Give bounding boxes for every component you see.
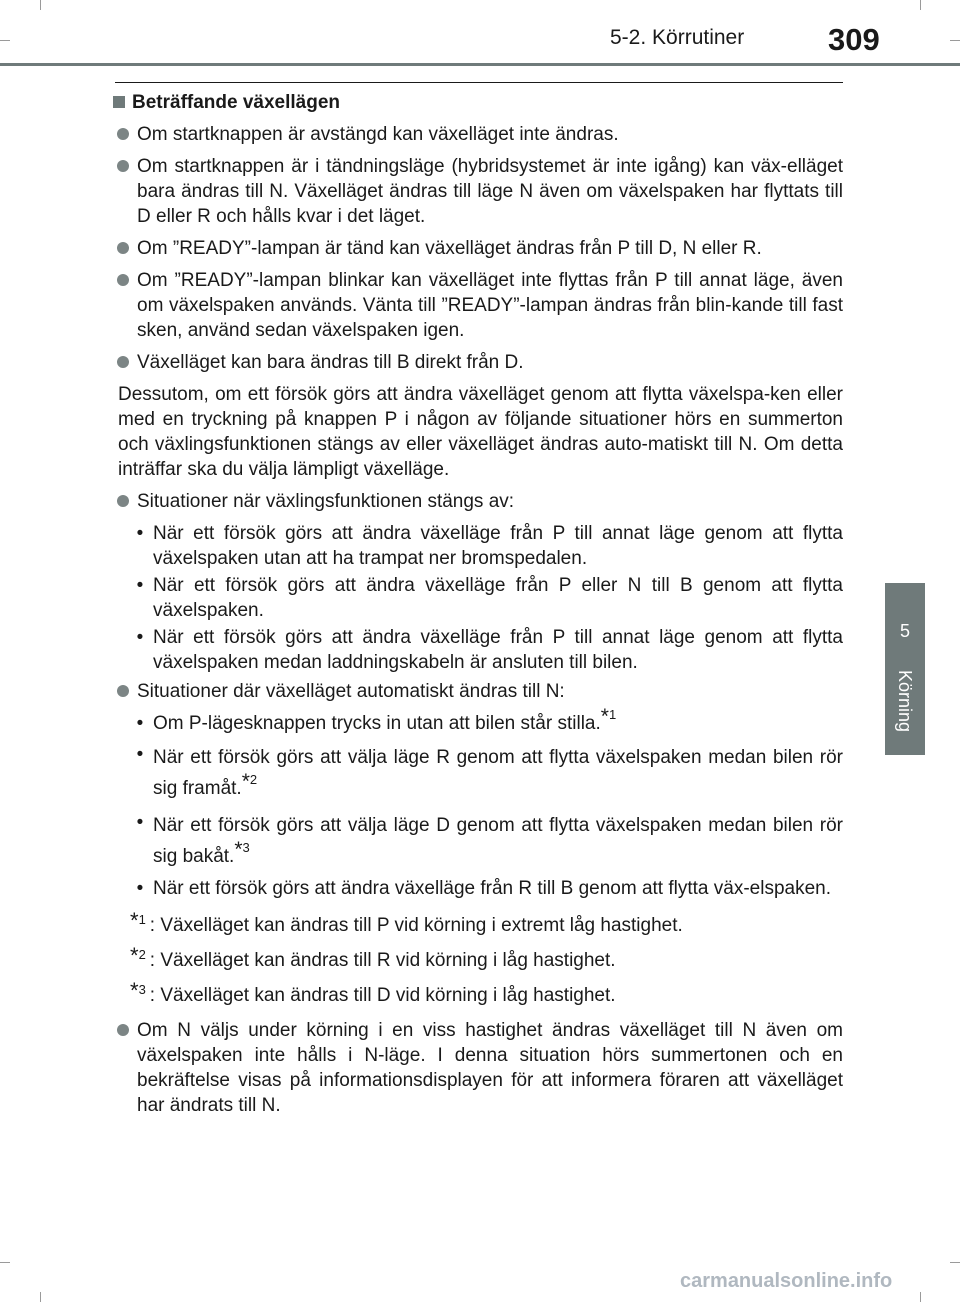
sub-list-item-text: När ett försök görs att ändra växelläge från P till annat läge genom att flytta växelspaken utan att ha trampat ner bromspedalen.: [153, 523, 843, 569]
sub-list-item: [133, 742, 843, 804]
circle-bullet-icon: [117, 274, 129, 286]
circle-bullet-icon: [117, 356, 129, 368]
sub-list-item-text: När ett försök görs att ändra växelläge från P eller N till B genom att flytta växelspaken.: [153, 575, 843, 621]
footnote-text: : Växelläget kan ändras till R vid körning i låg hastighet.: [149, 950, 616, 971]
sub-list-item-text: När ett försök görs att ändra växelläge från R till B genom att flytta väx-elspaken.: [153, 878, 831, 899]
bullet-dot-icon: •: [136, 575, 144, 596]
sub-list-item-text-body: Om P-lägesknappen trycks in utan att bilen står stilla.: [153, 713, 601, 734]
footnote-star: *: [241, 770, 250, 793]
bullet-dot-icon: •: [136, 744, 144, 765]
footnote-text: : Växelläget kan ändras till D vid körning i låg hastighet.: [149, 985, 616, 1006]
list-item: [113, 679, 843, 704]
footnote-marker: [130, 908, 146, 938]
section-title: 5-2. Körrutiner: [610, 26, 745, 49]
footnote: [130, 943, 843, 973]
sub-list-item: [133, 810, 843, 872]
list-item-text: Om startknappen är i tändningsläge (hybridsystemet är inte igång) kan väx-elläget bara ändras till N. Växelläget ändras till läge N även om växelspaken har flyttats till D eller R och hålls kvar i det läget.: [137, 156, 843, 227]
crop-mark: [950, 1262, 960, 1263]
body-paragraph: Dessutom, om ett försök görs att ändra växelläget genom att flytta växelspa-ken eller med en tryckning på knappen P i någon av följande situationer hörs en summerton och växlingsfunktionen stängs av eller växelläget ändras auto-matiskt till N. Om detta inträffar ska du välja lämpligt växelläge.: [118, 384, 843, 480]
footnote-star: *: [234, 838, 243, 861]
list-item: [113, 122, 843, 147]
section-heading-text: Beträffande växellägen: [132, 92, 341, 113]
footnote-ref: 2: [249, 772, 258, 787]
footnote-marker: [130, 978, 146, 1008]
list-item: [113, 350, 843, 375]
circle-bullet-icon: [117, 685, 129, 697]
list-item-text: Om N väljs under körning i en viss hastighet ändras växelläget till N även om växelspaken inte hålls i N-läge. I denna situation hörs summertonen och en bekräftelse visas på informationsdisplayen för att informera föraren att växelläget har ändrats till N.: [137, 1020, 843, 1116]
list-item: [113, 236, 843, 261]
chapter-label: Körning: [895, 669, 915, 733]
square-bullet-icon: [113, 96, 125, 108]
footnote: [130, 908, 843, 938]
bullet-dot-icon: •: [136, 523, 144, 544]
list-item-text: Situationer där växelläget automatiskt ändras till N:: [137, 681, 565, 702]
sub-list-item-text: När ett försök görs att ändra växelläge från P till annat läge genom att flytta växelspaken medan laddningskabeln är ansluten till bilen.: [153, 627, 843, 673]
footnote-star: *: [130, 908, 139, 933]
list-item: [113, 154, 843, 229]
crop-mark: [40, 0, 41, 10]
sub-list-item: [133, 521, 843, 571]
list-item-text: Situationer när växlingsfunktionen stängs av:: [137, 491, 515, 512]
footnote: [130, 978, 843, 1008]
list-item-text: Växelläget kan bara ändras till B direkt från D.: [137, 352, 524, 373]
sub-list-item: [133, 625, 843, 675]
footnote-star: *: [130, 978, 139, 1003]
sub-list-item-text: [153, 705, 843, 736]
circle-bullet-icon: [117, 160, 129, 172]
crop-mark: [950, 40, 960, 41]
sub-list-item: [133, 573, 843, 623]
list-item-text: Om startknappen är avstängd kan växelläget inte ändras.: [137, 124, 619, 145]
footnote-number: 2: [138, 947, 146, 962]
list-item: [113, 268, 843, 343]
bullet-dot-icon: •: [136, 812, 144, 833]
watermark: carmanualsonline.info: [680, 1270, 893, 1292]
sub-list-item-text: [153, 742, 843, 804]
footnote-text: : Växelläget kan ändras till P vid körning i extremt låg hastighet.: [149, 915, 683, 936]
footnote-number: 3: [138, 982, 146, 997]
sub-list-item: [133, 705, 843, 736]
header-rule: [0, 63, 960, 66]
crop-mark: [920, 0, 921, 10]
bullet-dot-icon: •: [136, 878, 144, 899]
page-content: [113, 90, 843, 1125]
sub-list-item-text-body: När ett försök görs att välja läge R genom att flytta växelspaken medan bilen rör sig framåt.: [153, 747, 843, 799]
bullet-dot-icon: •: [136, 713, 144, 734]
sub-list-item: [133, 876, 843, 901]
list-item-text: Om ”READY”-lampan är tänd kan växelläget ändras från P till D, N eller R.: [137, 238, 762, 259]
circle-bullet-icon: [117, 1024, 129, 1036]
crop-mark: [40, 1292, 41, 1302]
sub-list-item-text: [153, 810, 843, 872]
footnote-number: 1: [138, 912, 146, 927]
sub-list: [133, 705, 843, 901]
bullet-dot-icon: •: [136, 627, 144, 648]
circle-bullet-icon: [117, 128, 129, 140]
footnote-star: *: [600, 705, 609, 728]
list-item: [113, 1018, 843, 1118]
chapter-number: 5: [899, 621, 910, 641]
page-number: 309: [828, 22, 880, 57]
footnote-marker: [130, 943, 146, 973]
sub-list: [133, 521, 843, 675]
chapter-tab: [885, 583, 925, 755]
sub-list-item-text-body: När ett försök görs att välja läge D genom att flytta växelspaken medan bilen rör sig bakåt.: [153, 815, 843, 867]
crop-mark: [0, 40, 10, 41]
list-item-text: Om ”READY”-lampan blinkar kan växelläget inte flyttas från P till annat läge, även om växelspaken används. Vänta till ”READY”-lampan ändras från blin-kande till fast sken, använd sedan växelspaken igen.: [137, 270, 843, 341]
circle-bullet-icon: [117, 242, 129, 254]
circle-bullet-icon: [117, 495, 129, 507]
content-top-rule: [115, 82, 843, 83]
crop-mark: [0, 1262, 10, 1263]
footnote-star: *: [130, 943, 139, 968]
crop-mark: [920, 1292, 921, 1302]
footnote-ref: 1: [608, 707, 617, 722]
section-heading: [113, 90, 843, 115]
list-item: [113, 489, 843, 514]
footnote-ref: 3: [242, 840, 250, 855]
spacer: [113, 905, 843, 913]
